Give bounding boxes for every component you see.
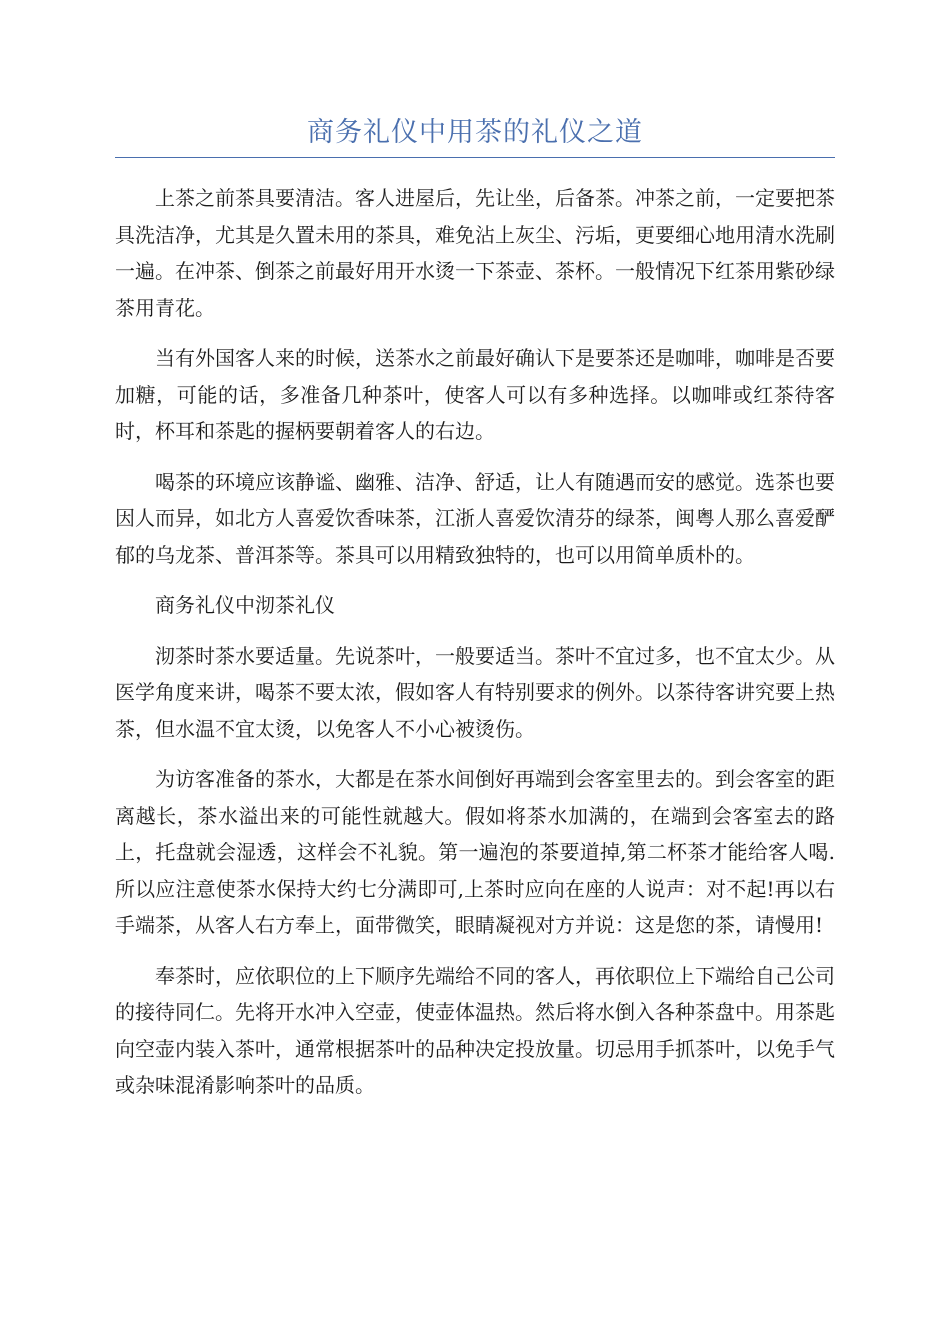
paragraph-5: 为访客准备的茶水，大都是在茶水间倒好再端到会客室里去的。到会客室的距离越长，茶水溢出来的可能性就越大。假如将茶水加满的，在端到会客室去的路上，托盘就会湿透，这样会不礼貌。第一遍泡的茶要道掉,第二杯茶才能给客人喝.所以应注意使茶水保持大约七分满即可,上茶时应向在座的人说声：对不起!再以右手端茶，从客人右方奉上，面带微笑，眼睛凝视对方并说：这是您的茶，请慢用! [115, 767, 835, 937]
paragraph-6: 奉茶时，应依职位的上下顺序先端给不同的客人，再依职位上下端给自己公司的接待同仁。先将开水冲入空壶，使壶体温热。然后将水倒入各种茶盘中。用茶匙向空壶内装入茶叶，通常根据茶叶的品种决定投放量。切忌用手抓茶叶，以免手气或杂味混淆影响茶叶的品质。 [115, 963, 835, 1097]
paragraph-1: 上茶之前茶具要清洁。客人进屋后，先让坐，后备茶。冲茶之前，一定要把茶具洗洁净，尤其是久置未用的茶具，难免沾上灰尘、污垢，更要细心地用清水洗刷一遍。在冲茶、倒茶之前最好用开水烫一下茶壶、茶杯。一般情况下红茶用紫砂绿茶用青花。 [115, 186, 835, 320]
section-heading: 商务礼仪中沏茶礼仪 [155, 593, 335, 617]
paragraph-3: 喝茶的环境应该静谧、幽雅、洁净、舒适，让人有随遇而安的感觉。选茶也要因人而异，如北方人喜爱饮香味茶，江浙人喜爱饮清芬的绿茶，闽粤人那么喜爱酽郁的乌龙茶、普洱茶等。茶具可以用精致独特的，也可以用简单质朴的。 [115, 469, 835, 567]
paragraph-4: 沏茶时茶水要适量。先说茶叶，一般要适当。茶叶不宜过多，也不宜太少。从医学角度来讲，喝茶不要太浓，假如客人有特别要求的例外。以茶待客讲究要上热茶，但水温不宜太烫，以免客人不小心被烫伤。 [115, 643, 835, 741]
document-page [115, 110, 835, 1118]
paragraph-2: 当有外国客人来的时候，送茶水之前最好确认下是要茶还是咖啡，咖啡是否要加糖，可能的话，多准备几种茶叶，使客人可以有多种选择。以咖啡或红茶待客时，杯耳和茶匙的握柄要朝着客人的右边。 [115, 346, 835, 443]
document-body [115, 180, 835, 1104]
document-title: 商务礼仪中用茶的礼仪之道 [115, 110, 835, 158]
